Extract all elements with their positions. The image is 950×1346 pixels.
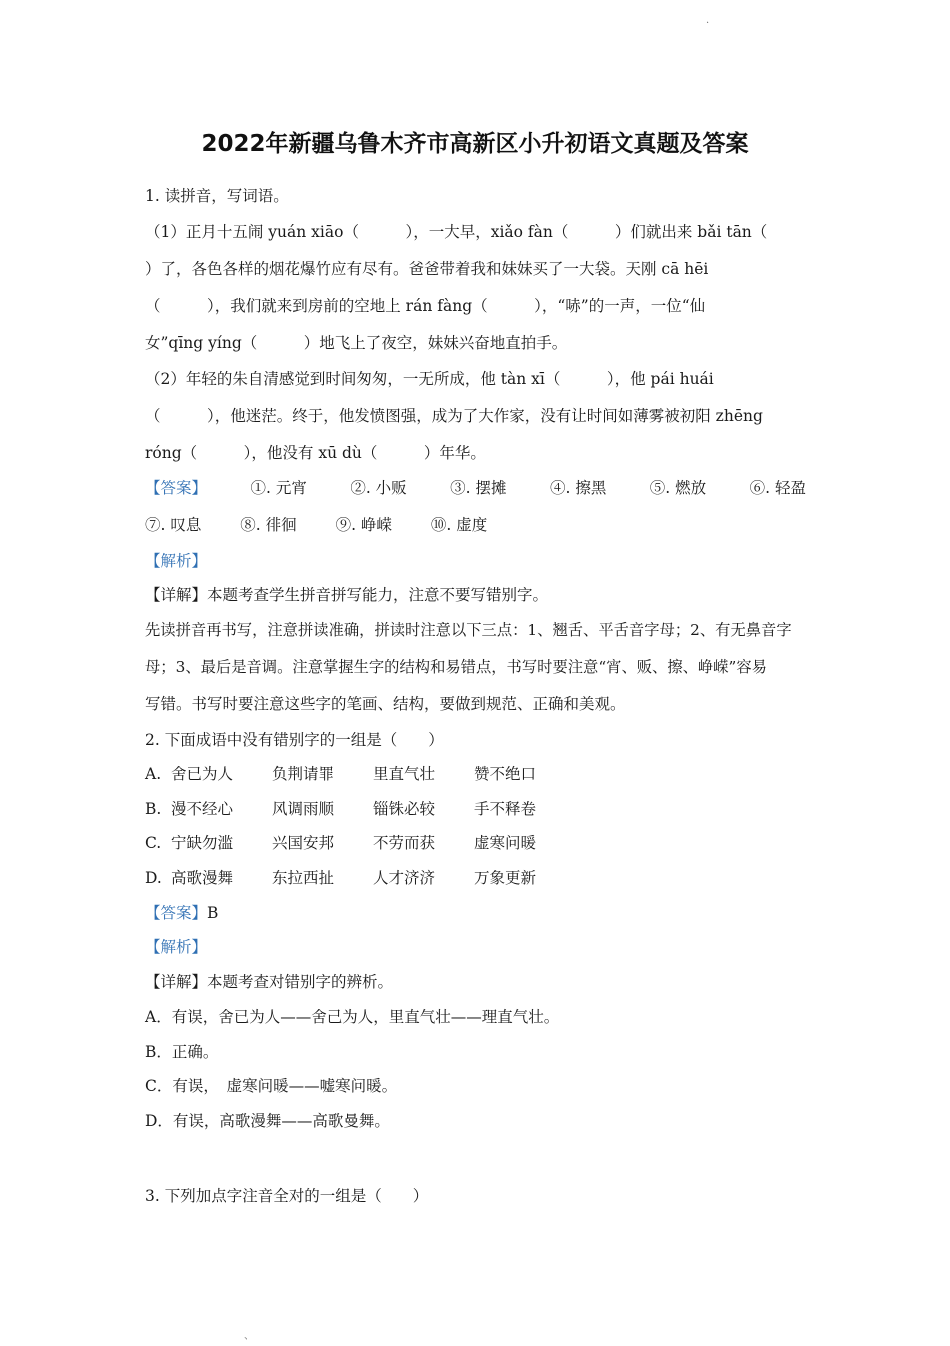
option-label: A. bbox=[145, 765, 162, 783]
footer-mark: 、 bbox=[244, 1331, 254, 1342]
q2-answer bbox=[145, 901, 218, 923]
q2-option-c bbox=[145, 831, 536, 853]
q1-detail-line2: 先读拼音再书写，注意拼读准确，拼读时注意以下三点：1、翘舌、平舌音字母；2、有无鼻音字 bbox=[145, 621, 792, 639]
answer-item: ⑩. 虚度 bbox=[430, 516, 488, 534]
option-item: 虚寒问暖 bbox=[474, 834, 537, 852]
answer-item: ①. 元宵 bbox=[250, 479, 307, 497]
q2-detail-line3: B．正确。 bbox=[145, 1043, 219, 1061]
option-item: 宁缺勿滥 bbox=[171, 834, 234, 852]
q1-p1-line3: （ ），我们就来到房前的空地上 rán fàng（ ），“哧”的一声，一位“仙 bbox=[145, 297, 706, 315]
option-item: 东拉西扯 bbox=[272, 869, 335, 887]
q2-option-b bbox=[145, 797, 536, 819]
option-label: D. bbox=[145, 869, 162, 887]
page-title: 2022年新疆乌鲁木齐市高新区小升初语文真题及答案 bbox=[201, 131, 749, 157]
answer-item: ③. 摆摊 bbox=[450, 479, 507, 497]
q1-detail-line4: 写错。书写时要注意这些字的笔画、结构，要做到规范、正确和美观。 bbox=[145, 695, 626, 713]
q2-detail-line4: C．有误， 虚寒问暖——嘘寒问暖。 bbox=[145, 1077, 398, 1095]
option-item: 万象更新 bbox=[474, 869, 537, 887]
option-item: 手不释卷 bbox=[474, 800, 537, 818]
q1-answers-row2 bbox=[145, 513, 521, 535]
q3-heading: 3. 下列加点字注音全对的一组是（ ） bbox=[145, 1187, 429, 1205]
q2-detail-line1: 【详解】本题考查对错别字的辨析。 bbox=[145, 973, 394, 991]
q2-analysis-tag: 【解析】 bbox=[145, 938, 208, 956]
option-item: 兴国安邦 bbox=[272, 834, 335, 852]
q1-p2-line3: róng（ ），他没有 xū dù（ ）年华。 bbox=[145, 444, 486, 462]
option-item: 锱铢必较 bbox=[373, 800, 436, 818]
answer-item: ④. 擦黑 bbox=[549, 479, 607, 497]
q1-p1-line1: （1）正月十五闹 yuán xiāo（ ），一大早，xiǎo fàn（ ）们就出来 bǎi tān（ bbox=[145, 223, 768, 241]
answer-item: ⑤. 燃放 bbox=[649, 479, 707, 497]
q2-heading: 2. 下面成语中没有错别字的一组是（ ） bbox=[145, 731, 444, 749]
q1-detail-line1: 【详解】本题考查学生拼音拼写能力，注意不要写错别字。 bbox=[145, 586, 549, 604]
answer-item: ⑦. 叹息 bbox=[145, 516, 202, 534]
answer-item: ⑧. 徘徊 bbox=[240, 516, 297, 534]
answer-value: B bbox=[207, 904, 219, 922]
header-mark: · bbox=[706, 18, 710, 29]
option-item: 风调雨顺 bbox=[272, 800, 335, 818]
q2-detail-line5: D．有误，高歌漫舞——高歌曼舞。 bbox=[145, 1112, 390, 1130]
answer-item: ②. 小贩 bbox=[350, 479, 407, 497]
q1-p2-line2: （ ），他迷茫。终于，他发愤图强，成为了大作家，没有让时间如薄雾被初阳 zhēng bbox=[145, 407, 763, 425]
option-item: 里直气壮 bbox=[373, 765, 436, 783]
q1-detail-line3: 母；3、最后是音调。注意掌握生字的结构和易错点，书写时要注意“宵、贩、擦、峥嵘”容易 bbox=[145, 658, 767, 676]
option-item: 高歌漫舞 bbox=[171, 869, 234, 887]
q1-p2-line1: （2）年轻的朱自清感觉到时间匆匆，一无所成，他 tàn xī（ ），他 pái huái bbox=[145, 370, 714, 388]
answer-tag: 【答案】 bbox=[145, 479, 208, 497]
option-item: 赞不绝口 bbox=[474, 765, 537, 783]
q2-option-d bbox=[145, 866, 536, 888]
option-label: B. bbox=[145, 800, 162, 818]
option-item: 负荆请罪 bbox=[272, 765, 335, 783]
answer-item: ⑨. 峥嵘 bbox=[335, 516, 392, 534]
answer-item: ⑥. 轻盈 bbox=[749, 479, 806, 497]
q1-heading: 1. 读拼音，写词语。 bbox=[145, 187, 289, 205]
option-item: 不劳而获 bbox=[373, 834, 436, 852]
q1-p1-line2: ）了，各色各样的烟花爆竹应有尽有。爸爸带着我和妹妹买了一大袋。天刚 cā hēi bbox=[145, 260, 709, 278]
option-label: C. bbox=[145, 834, 162, 852]
q2-detail-line2: A．有误，舍已为人——舍己为人，里直气壮——理直气壮。 bbox=[145, 1008, 560, 1026]
option-item: 舍已为人 bbox=[171, 765, 234, 783]
option-item: 漫不经心 bbox=[171, 800, 234, 818]
q1-answers-row1 bbox=[145, 476, 806, 498]
q1-analysis-tag: 【解析】 bbox=[145, 552, 208, 570]
q1-p1-line4: 女”qīng yíng（ ）地飞上了夜空，妹妹兴奋地直拍手。 bbox=[145, 334, 568, 352]
q2-option-a bbox=[145, 762, 536, 784]
answer-tag: 【答案】 bbox=[145, 904, 208, 922]
option-item: 人才济济 bbox=[373, 869, 436, 887]
